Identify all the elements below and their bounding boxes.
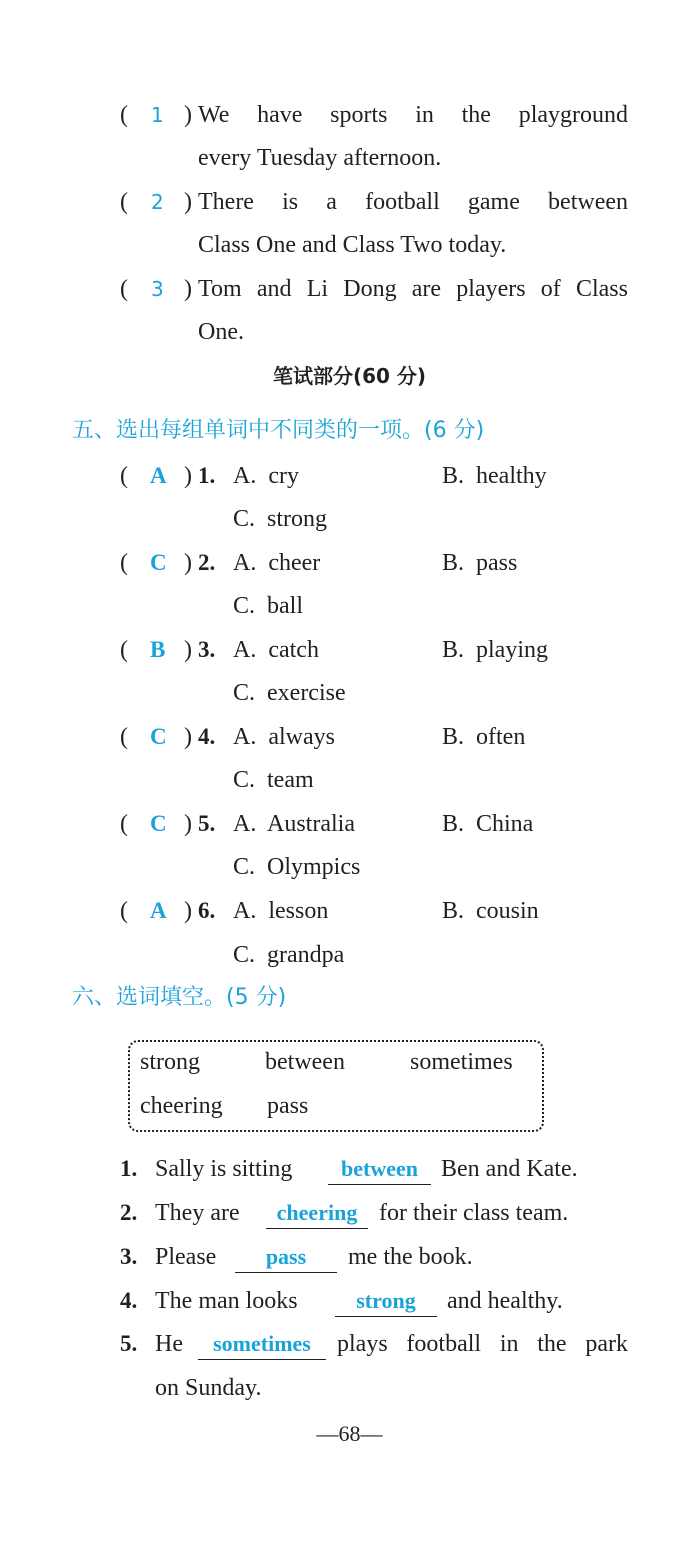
paren-close: )	[184, 463, 192, 489]
paren-close: )	[184, 724, 192, 750]
answer-letter: A	[150, 898, 167, 923]
paren-close: )	[184, 276, 192, 302]
item-number: 3.	[198, 637, 216, 662]
item-number: 2.	[198, 550, 216, 575]
word-bank-word: pass	[267, 1093, 309, 1119]
sentence-before: The man looks	[155, 1288, 298, 1314]
option-b: B. China	[442, 811, 534, 837]
answer-text: 3	[151, 277, 164, 301]
item-number: 6.	[198, 898, 216, 923]
answer-letter: C	[150, 811, 167, 836]
word-bank-word: between	[265, 1049, 345, 1075]
paren-open: (	[120, 189, 128, 215]
option-a: A. catch	[233, 637, 319, 663]
sentence-before: Sally is sitting	[155, 1156, 293, 1182]
sentence-after: and healthy.	[447, 1288, 563, 1314]
section-5-title: 五、选出每组单词中不同类的一项。(6 分)	[72, 418, 485, 443]
item-number: 5.	[198, 811, 216, 836]
paren-close: )	[184, 811, 192, 837]
paren-open: (	[120, 724, 128, 750]
option-a: A. Australia	[233, 811, 355, 837]
statement-line-1: We have sports in the playground	[198, 102, 628, 128]
sentence-before: Please	[155, 1244, 217, 1270]
option-a: A. cheer	[233, 550, 321, 576]
answer-blank	[235, 1242, 337, 1273]
answer-blank	[335, 1286, 437, 1317]
sentence-after: for their class team.	[379, 1200, 569, 1226]
paren-close: )	[184, 189, 192, 215]
statement-line-1: There is a football game between	[198, 189, 628, 215]
paren-close: )	[184, 550, 192, 576]
sentence-after: me the book.	[348, 1244, 473, 1270]
option-c: C. grandpa	[233, 942, 345, 968]
blank-answer: pass	[265, 1244, 307, 1269]
option-a: A. always	[233, 724, 335, 750]
blank-answer: sometimes	[213, 1331, 311, 1356]
item-number: 4.	[198, 724, 216, 749]
answer-text: 1	[151, 103, 164, 127]
answer-letter: B	[150, 637, 166, 662]
paren-open: (	[120, 637, 128, 663]
paren-open: (	[120, 276, 128, 302]
option-b: B. healthy	[442, 463, 547, 489]
paren-close: )	[184, 898, 192, 924]
item-number: 3.	[120, 1244, 138, 1269]
word-bank-word: sometimes	[410, 1049, 513, 1075]
item-number: 1.	[120, 1156, 138, 1181]
statement-line-2: every Tuesday afternoon.	[198, 145, 442, 171]
sentence-after: Ben and Kate.	[441, 1156, 578, 1182]
blank-answer: strong	[356, 1288, 416, 1313]
word-bank-word: cheering	[140, 1093, 223, 1119]
page-number: —68—	[316, 1421, 383, 1446]
paren-open: (	[120, 102, 128, 128]
blank-answer: cheering	[276, 1200, 358, 1225]
paren-open: (	[120, 463, 128, 489]
sentence-before: They are	[155, 1200, 240, 1226]
option-b: B. pass	[442, 550, 518, 576]
option-b: B. often	[442, 724, 526, 750]
sentence-before: He	[155, 1331, 183, 1357]
option-b: B. cousin	[442, 898, 539, 924]
item-number: 4.	[120, 1288, 138, 1313]
section-6-title: 六、选词填空。(5 分)	[72, 985, 287, 1010]
item-number: 5.	[120, 1331, 138, 1356]
option-c: C. team	[233, 767, 314, 793]
answer-blank	[328, 1154, 431, 1185]
option-a: A. lesson	[233, 898, 329, 924]
paren-close: )	[184, 637, 192, 663]
sentence-after: plays football in the park	[337, 1331, 628, 1357]
statement-line-2: One.	[198, 319, 244, 345]
option-c: C. ball	[233, 593, 303, 619]
item-number: 1.	[198, 463, 216, 488]
option-c: C. strong	[233, 506, 328, 532]
option-c: C. Olympics	[233, 854, 361, 880]
statement-line-1: Tom and Li Dong are players of Class	[198, 276, 628, 302]
written-part-title: 笔试部分(60 分)	[272, 364, 427, 388]
statement-line-2: Class One and Class Two today.	[198, 232, 507, 258]
option-c: C. exercise	[233, 680, 346, 706]
answer-letter: C	[150, 550, 167, 575]
paren-open: (	[120, 898, 128, 924]
word-bank-word: strong	[140, 1049, 200, 1075]
item-number: 2.	[120, 1200, 138, 1225]
paren-open: (	[120, 550, 128, 576]
answer-letter: C	[150, 724, 167, 749]
paren-close: )	[184, 102, 192, 128]
blank-answer: between	[341, 1156, 418, 1181]
answer-blank	[266, 1198, 368, 1229]
option-b: B. playing	[442, 637, 548, 663]
paren-open: (	[120, 811, 128, 837]
answer-text: 2	[151, 190, 164, 214]
option-a: A. cry	[233, 463, 299, 489]
sentence-line-2: on Sunday.	[155, 1375, 262, 1401]
answer-letter: A	[150, 463, 167, 488]
answer-blank	[198, 1329, 326, 1360]
